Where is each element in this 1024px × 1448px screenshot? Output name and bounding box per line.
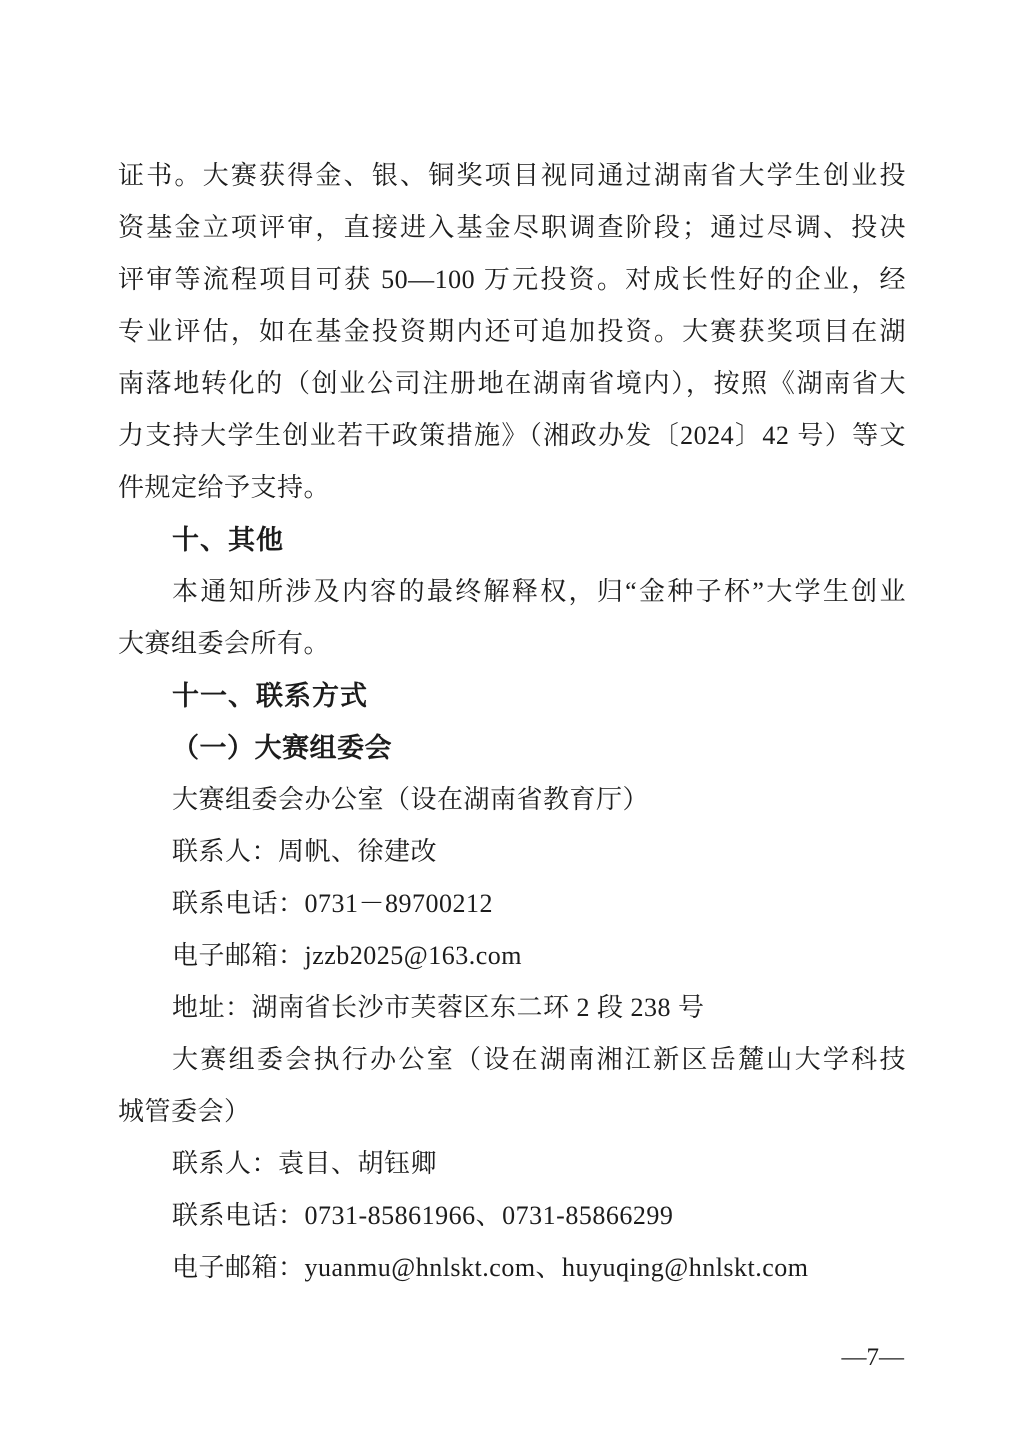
contact-phone-line: 联系电话：0731－89700212 <box>172 889 494 918</box>
body-line: 证书。大赛获得金、银、铜奖项目视同通过湖南省大学生创业投 <box>118 161 906 190</box>
contact-person-line: 联系人：袁目、胡钰卿 <box>172 1149 438 1178</box>
section-heading-contact: 十一、联系方式 <box>172 681 368 711</box>
body-line: 件规定给予支持。 <box>118 473 331 502</box>
committee-office-line: 大赛组委会办公室（设在湖南省教育厅） <box>172 785 650 814</box>
body-line: 评审等流程项目可获 50—100 万元投资。对成长性好的企业，经 <box>118 265 906 294</box>
document-body <box>118 150 906 1294</box>
body-line: 力支持大学生创业若干政策措施》（湘政办发〔2024〕42 号）等文 <box>118 421 906 450</box>
contact-email-line: 电子邮箱：yuanmu@hnlskt.com、huyuqing@hnlskt.com <box>172 1253 809 1282</box>
contact-email-line: 电子邮箱：jzzb2025@163.com <box>172 941 523 970</box>
body-line: 南落地转化的（创业公司注册地在湖南省境内），按照《湖南省大 <box>118 369 906 398</box>
address-line: 地址：湖南省长沙市芙蓉区东二环 2 段 238 号 <box>172 993 705 1022</box>
executive-office-line-cont: 城管委会） <box>118 1097 251 1126</box>
contact-person-line: 联系人：周帆、徐建改 <box>172 837 438 866</box>
body-line: 大赛组委会所有。 <box>118 629 331 658</box>
section-heading-other: 十、其他 <box>172 525 284 555</box>
executive-office-line: 大赛组委会执行办公室（设在湖南湘江新区岳麓山大学科技 <box>172 1045 906 1074</box>
subsection-heading-committee: （一）大赛组委会 <box>172 733 392 763</box>
contact-phone-line: 联系电话：0731-85861966、0731-85866299 <box>172 1201 674 1230</box>
body-line: 专业评估，如在基金投资期内还可追加投资。大赛获奖项目在湖 <box>118 317 906 346</box>
page-number: —7— <box>841 1344 904 1371</box>
body-line: 本通知所涉及内容的最终解释权，归“金种子杯”大学生创业 <box>172 577 906 606</box>
body-line: 资基金立项评审，直接进入基金尽职调查阶段；通过尽调、投决 <box>118 213 906 242</box>
